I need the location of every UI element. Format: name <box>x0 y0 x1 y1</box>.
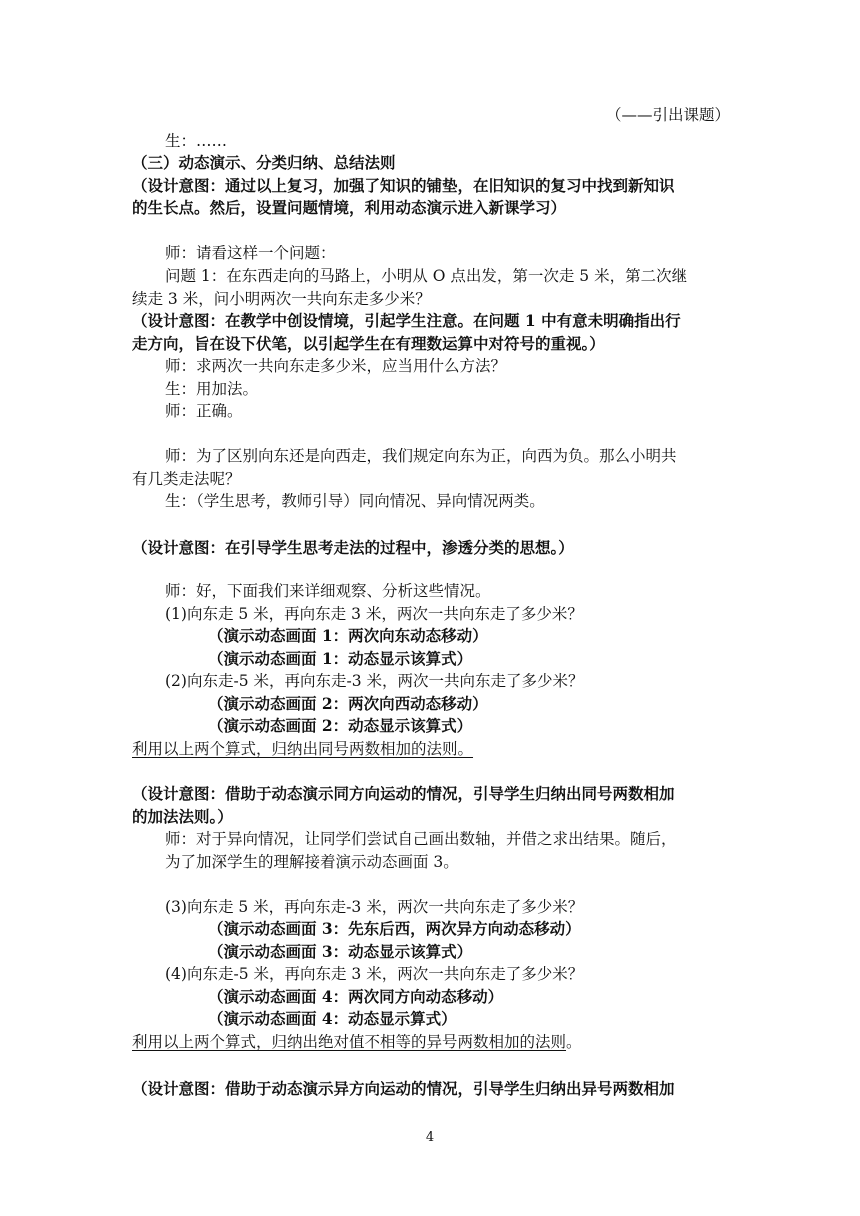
teacher-line-2: 为了加深学生的理解接着演示动态画面 3。 <box>165 853 459 871</box>
intro-topic-note: （——引出课题） <box>605 106 730 124</box>
rule-summary-2-text: 利用以上两个算式，归纳出绝对值不相等的异号两数相加的法则 <box>132 1033 567 1051</box>
rule-summary-1: 利用以上两个算式，归纳出同号两数相加的法则。 <box>132 740 474 758</box>
case-1: (1)向东走 5 米，再向东走 3 米，两次一共向东走了多少米？ <box>165 605 583 623</box>
teacher-line-1: 师：为了区别向东还是向西走，我们规定向东为正，向西为负。那么小明共 <box>165 447 677 465</box>
demo-4a: （演示动态画面 4：两次同方向动态移动） <box>208 987 504 1006</box>
demo-3a: （演示动态画面 3：先东后西，两次异方向动态移动） <box>208 919 581 938</box>
case-3: (3)向东走 5 米，再向东走-3 米，两次一共向东走了多少米？ <box>165 898 584 916</box>
design-intent-1-line-2: 的生长点。然后，设置问题情境，利用动态演示进入新课学习） <box>132 198 567 217</box>
demo-2a: （演示动态画面 2：两次向西动态移动） <box>208 694 488 713</box>
student-line: 生：用加法。 <box>165 380 259 398</box>
design-intent-4-line-1: （设计意图：借助于动态演示同方向运动的情况，引导学生归纳出同号两数相加 <box>132 784 675 803</box>
design-intent-5-line-1: （设计意图：借助于动态演示异方向运动的情况，引导学生归纳出异号两数相加 <box>132 1079 675 1098</box>
student-line: 生：（学生思考，教师引导）同向情况、异向情况两类。 <box>165 492 545 510</box>
problem-1-line-2: 续走 3 米，问小明两次一共向东走多少米？ <box>132 290 431 308</box>
case-4: (4)向东走-5 米，再向东走 3 米，两次一共向东走了多少米？ <box>165 965 584 983</box>
teacher-line-2: 有几类走法呢？ <box>132 470 241 488</box>
design-intent-2-line-1: （设计意图：在教学中创设情境，引起学生注意。在问题 1 中有意未明确指出行 <box>132 311 681 330</box>
design-intent-4-line-2: 的加法法则。） <box>132 807 233 826</box>
design-intent-3: （设计意图：在引导学生思考走法的过程中，渗透分类的思想。） <box>132 538 574 557</box>
page-number: 4 <box>425 1130 435 1145</box>
rule-summary-2 <box>132 1031 582 1053</box>
demo-3b: （演示动态画面 3：动态显示该算式） <box>208 942 473 961</box>
problem-1-line-1: 问题 1：在东西走向的马路上，小明从 O 点出发，第一次走 5 米，第二次继 <box>165 267 688 285</box>
design-intent-1-line-1: （设计意图：通过以上复习，加强了知识的铺垫，在旧知识的复习中找到新知识 <box>132 176 675 195</box>
section-heading: （三）动态演示、分类归纳、总结法则 <box>132 153 396 172</box>
demo-4b: （演示动态画面 4：动态显示算式） <box>208 1009 457 1028</box>
teacher-line: 师：求两次一共向东走多少米，应当用什么方法？ <box>165 357 507 375</box>
demo-1a: （演示动态画面 1：两次向东动态移动） <box>208 626 488 645</box>
teacher-line: 师：好，下面我们来详细观察、分析这些情况。 <box>165 582 491 600</box>
student-reply: 生：…… <box>165 132 228 150</box>
design-intent-2-line-2: 走方向，旨在设下伏笔，以引起学生在有理数运算中对符号的重视。） <box>132 334 605 353</box>
demo-1b: （演示动态画面 1：动态显示该算式） <box>208 649 473 668</box>
teacher-line: 师：请看这样一个问题： <box>165 244 336 262</box>
demo-2b: （演示动态画面 2：动态显示该算式） <box>208 716 473 735</box>
rule-summary-2-period: 。 <box>566 1033 582 1051</box>
teacher-line-1: 师：对于异向情况，让同学们尝试自己画出数轴，并借之求出结果。随后， <box>165 830 677 848</box>
case-2: (2)向东走-5 米，再向东走-3 米，两次一共向东走了多少米？ <box>165 672 584 690</box>
teacher-line: 师：正确。 <box>165 402 243 420</box>
